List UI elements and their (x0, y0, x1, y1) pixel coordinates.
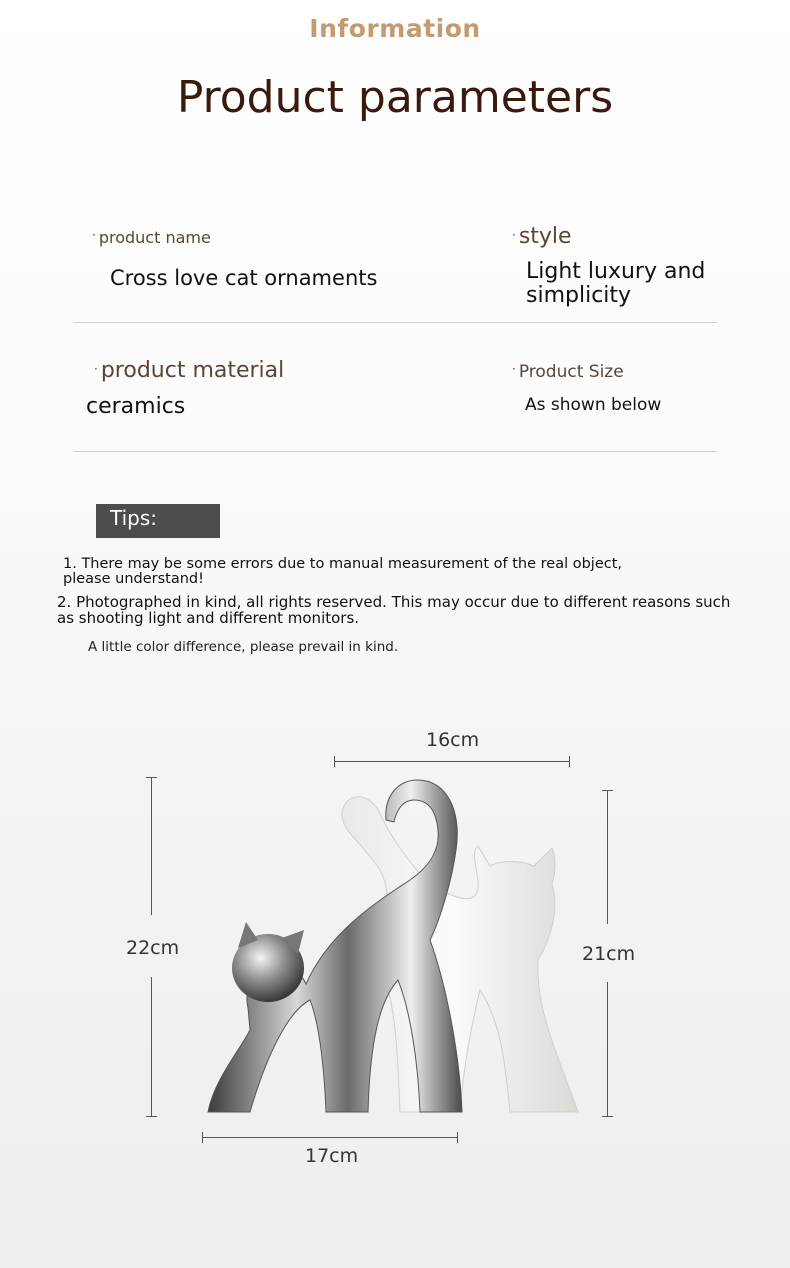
dim-bottom-line (202, 1137, 458, 1138)
product-name-value: Cross love cat ornaments (110, 266, 378, 290)
dim-top-cap-right (569, 756, 570, 767)
tips-title: Tips: (96, 504, 220, 538)
dim-left-line-upper (151, 777, 152, 915)
product-material-value: ceramics (86, 394, 186, 419)
dim-left-height: 22cm (126, 937, 180, 959)
product-image (0, 660, 790, 1220)
tip-3: A little color difference, please prevail in kind. (88, 639, 399, 655)
tip-1-line2: please understand! (63, 571, 204, 587)
tip-1 (63, 557, 622, 587)
style-value-line2: simplicity (526, 283, 632, 308)
tip-2-line2: as shooting light and different monitors. (57, 609, 360, 627)
dim-right-height: 21cm (582, 943, 636, 965)
dim-right-cap-bottom (602, 1116, 613, 1117)
dim-left-cap-top (146, 777, 157, 778)
dim-right-line-upper (607, 790, 608, 924)
product-material-label: · product material (94, 358, 285, 383)
dim-right-line-lower (607, 982, 608, 1117)
dim-top-width: 16cm (426, 729, 480, 751)
dim-top-line (334, 761, 570, 762)
dim-left-cap-bottom (146, 1116, 157, 1117)
dim-right-cap-top (602, 790, 613, 791)
product-size-value: As shown below (525, 395, 662, 415)
dim-left-line-lower (151, 977, 152, 1117)
tip-1-line1: 1. There may be some errors due to manual measurement of the real object, (63, 556, 623, 572)
style-label: · style (512, 224, 572, 249)
dim-top-cap-left (334, 756, 335, 767)
divider-1 (74, 322, 717, 323)
style-value (526, 260, 705, 308)
page-title: Product parameters (176, 72, 614, 123)
dim-bottom-cap-right (457, 1132, 458, 1143)
divider-2 (74, 451, 717, 452)
dim-bottom-width: 17cm (305, 1145, 359, 1167)
tip-2 (57, 594, 730, 626)
product-size-label: · Product Size (512, 362, 624, 382)
dim-bottom-cap-left (202, 1132, 203, 1143)
information-label: Information (309, 14, 481, 43)
style-value-line1: Light luxury and (526, 259, 706, 284)
product-name-label: · product name (92, 228, 211, 247)
tip-2-line1: 2. Photographed in kind, all rights reserved. This may occur due to different reasons such (57, 593, 731, 611)
